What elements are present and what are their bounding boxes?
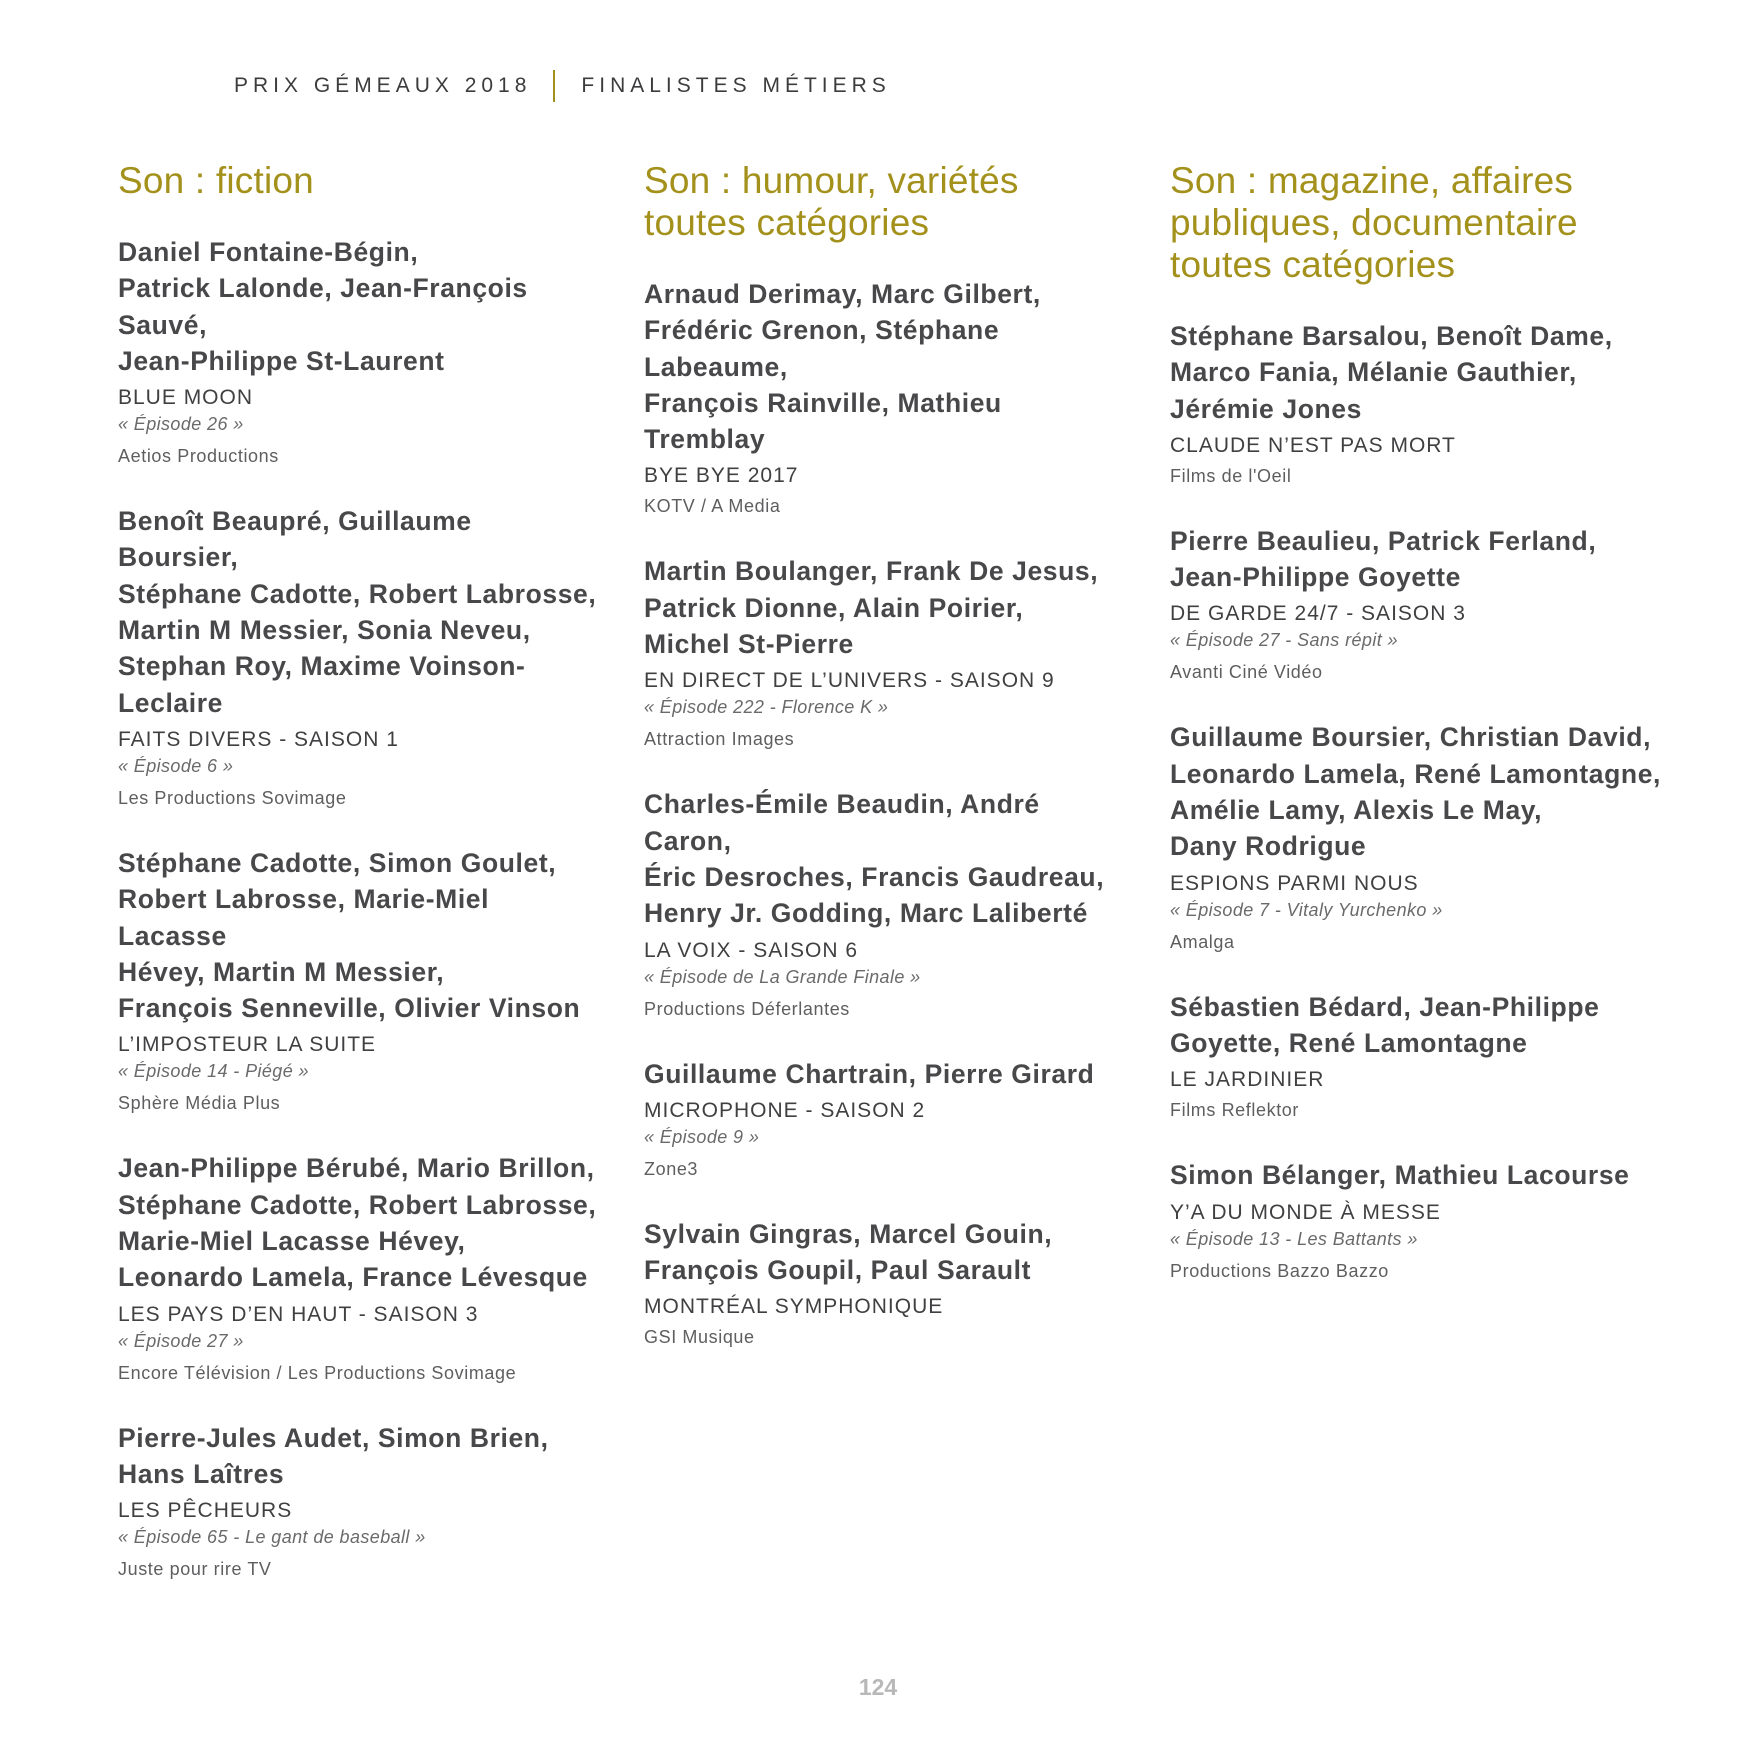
nominee-entry [118, 845, 598, 1116]
header-publication: PRIX GÉMEAUX 2018 [234, 74, 532, 97]
episode-title: « Épisode de La Grande Finale » [644, 966, 921, 987]
nominee-names: Guillaume Chartrain, Pierre Girard [644, 1058, 1095, 1089]
page-number [0, 1674, 1750, 1701]
nominee-names: Charles-Émile Beaudin, André Caron, Éric Desroches, Francis Gaudreau, Henry Jr. Godding, Marc Laliberté [644, 789, 1105, 929]
nominee-entry [1170, 989, 1670, 1124]
episode-title: « Épisode 14 - Piégé » [118, 1061, 309, 1082]
nominee-entry [644, 276, 1124, 519]
nominee-names: Sébastien Bédard, Jean-Philippe Goyette, René Lamontagne [1170, 991, 1600, 1058]
production-company: Productions Bazzo Bazzo [1170, 1260, 1389, 1281]
show-title: LES PAYS D’EN HAUT - SAISON 3 [118, 1302, 479, 1326]
show-title: BLUE MOON [118, 386, 254, 410]
nominee-entry [1170, 318, 1670, 489]
nominee-entry [644, 553, 1124, 752]
production-company: Sphère Média Plus [118, 1093, 281, 1114]
nominee-names: Daniel Fontaine-Bégin, Patrick Lalonde, Jean-François Sauvé, Jean-Philippe St-Laurent [118, 237, 528, 376]
show-title: LA VOIX - SAISON 6 [644, 938, 859, 962]
nominee-names: Simon Bélanger, Mathieu Lacourse [1170, 1160, 1630, 1191]
category-column [644, 160, 1124, 1384]
production-company: Les Productions Sovimage [118, 787, 347, 808]
episode-title: « Épisode 9 » [644, 1126, 760, 1147]
nominee-names: Benoît Beaupré, Guillaume Boursier, Stéphane Cadotte, Robert Labrosse, Martin M Messier, Sonia Neveu, Stephan Roy, Maxime Voinson- Leclaire [118, 506, 597, 718]
production-company: KOTV / A Media [644, 496, 781, 517]
show-title: L’IMPOSTEUR LA SUITE [118, 1033, 377, 1057]
nominee-names: Pierre-Jules Audet, Simon Brien, Hans Laîtres [118, 1422, 549, 1489]
nominee-entry [1170, 719, 1670, 954]
nominee-entry [644, 1216, 1124, 1351]
category-title: Son : fiction [118, 160, 314, 201]
show-title: DE GARDE 24/7 - SAISON 3 [1170, 602, 1466, 626]
episode-title: « Épisode 7 - Vitaly Yurchenko » [1170, 899, 1443, 920]
episode-title: « Épisode 6 » [118, 755, 234, 776]
show-title: ESPIONS PARMI NOUS [1170, 871, 1419, 895]
production-company: Attraction Images [644, 729, 795, 750]
show-title: EN DIRECT DE L’UNIVERS - SAISON 9 [644, 669, 1055, 693]
production-company: GSI Musique [644, 1327, 755, 1348]
nominee-entry [118, 234, 598, 469]
nominee-names: Stéphane Barsalou, Benoît Dame, Marco Fania, Mélanie Gauthier, Jérémie Jones [1170, 321, 1613, 424]
nominee-entry [644, 786, 1124, 1021]
production-company: Juste pour rire TV [118, 1559, 272, 1580]
category-column [1170, 160, 1670, 1318]
show-title: LES PÊCHEURS [118, 1499, 293, 1523]
nominee-names: Arnaud Derimay, Marc Gilbert, Frédéric Grenon, Stéphane Labeaume, François Rainville, Mathieu Tremblay [644, 279, 1041, 455]
production-company: Productions Déferlantes [644, 998, 850, 1019]
header-divider [553, 70, 555, 102]
show-title: LE JARDINIER [1170, 1068, 1325, 1092]
episode-title: « Épisode 222 - Florence K » [644, 697, 889, 718]
episode-title: « Épisode 27 » [118, 1330, 244, 1351]
show-title: BYE BYE 2017 [644, 464, 799, 488]
production-company: Zone3 [644, 1158, 699, 1179]
nominee-names: Jean-Philippe Bérubé, Mario Brillon, Stéphane Cadotte, Robert Labrosse, Marie-Miel Lacasse Hévey, Leonardo Lamela, France Lévesque [118, 1153, 597, 1293]
nominee-entry [118, 1150, 598, 1385]
nominee-names: Guillaume Boursier, Christian David, Leonardo Lamela, René Lamontagne, Amélie Lamy, Alexis Le May, Dany Rodrigue [1170, 722, 1662, 862]
page-number-text: 124 [858, 1674, 898, 1700]
category-title: Son : humour, variétés toutes catégories [644, 160, 1019, 243]
nominee-entry [118, 1420, 598, 1583]
nominee-entry [1170, 1157, 1670, 1283]
episode-title: « Épisode 65 - Le gant de baseball » [118, 1527, 426, 1548]
show-title: Y’A DU MONDE À MESSE [1170, 1200, 1441, 1224]
header-section: FINALISTES MÉTIERS [581, 74, 891, 97]
nominee-names: Martin Boulanger, Frank De Jesus, Patrick Dionne, Alain Poirier, Michel St-Pierre [644, 556, 1099, 660]
nominee-entry [118, 503, 598, 811]
category-title: Son : magazine, affaires publiques, documentaire toutes catégories [1170, 160, 1578, 285]
episode-title: « Épisode 26 » [118, 414, 244, 435]
show-title: CLAUDE N’EST PAS MORT [1170, 433, 1456, 457]
nominee-entry [1170, 523, 1670, 686]
production-company: Films de l'Oeil [1170, 465, 1292, 486]
nominee-names: Pierre Beaulieu, Patrick Ferland, Jean-Philippe Goyette [1170, 525, 1597, 593]
episode-title: « Épisode 13 - Les Battants » [1170, 1228, 1418, 1249]
nominee-names: Sylvain Gingras, Marcel Gouin, François Goupil, Paul Sarault [644, 1218, 1053, 1286]
nominee-names: Stéphane Cadotte, Simon Goulet, Robert Labrosse, Marie-Miel Lacasse Hévey, Martin M Messier, François Senneville, Olivier Vinson [118, 847, 581, 1024]
production-company: Encore Télévision / Les Productions Sovimage [118, 1362, 517, 1383]
running-header [234, 70, 891, 102]
production-company: Aetios Productions [118, 446, 279, 467]
show-title: FAITS DIVERS - SAISON 1 [118, 727, 399, 751]
nominee-entry [644, 1056, 1124, 1182]
production-company: Films Reflektor [1170, 1100, 1300, 1121]
show-title: MONTRÉAL SYMPHONIQUE [644, 1295, 944, 1319]
episode-title: « Épisode 27 - Sans répit » [1170, 630, 1398, 651]
category-column [118, 160, 598, 1616]
production-company: Amalga [1170, 931, 1235, 952]
production-company: Avanti Ciné Vidéo [1170, 662, 1323, 683]
show-title: MICROPHONE - SAISON 2 [644, 1098, 926, 1122]
